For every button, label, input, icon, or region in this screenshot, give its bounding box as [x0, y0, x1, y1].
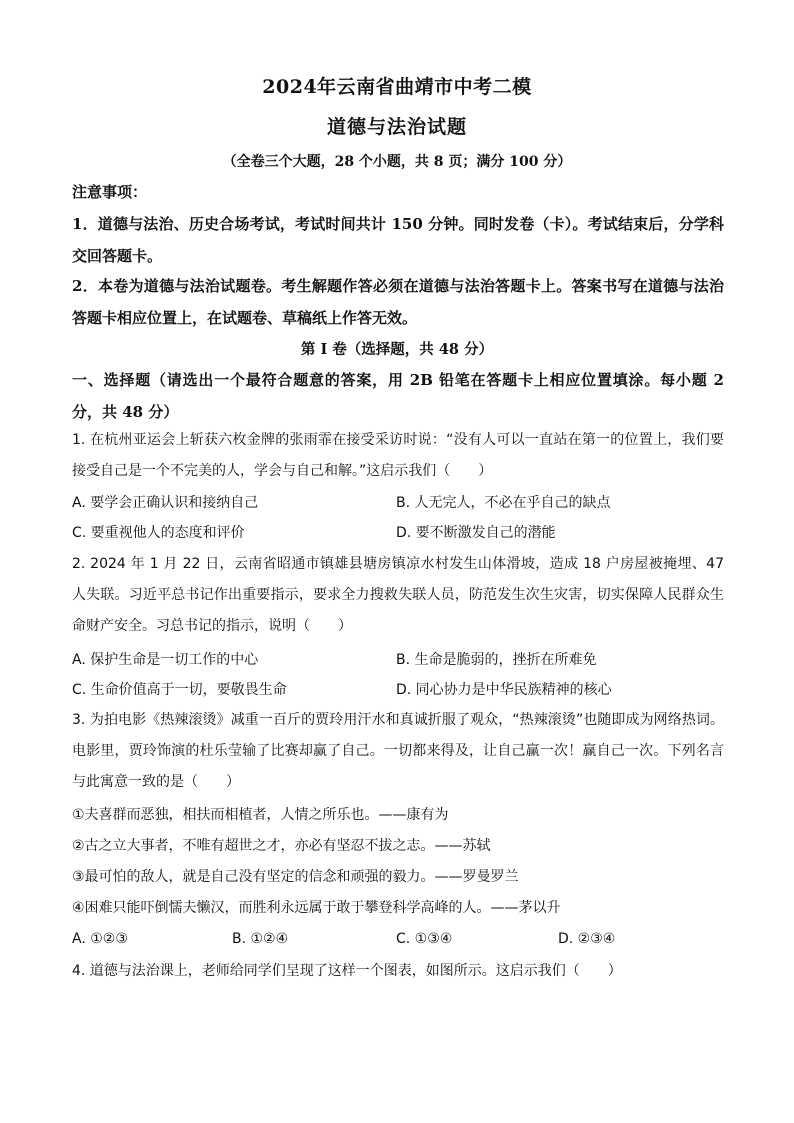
- statement-4: ④困难只能吓倒懦夫懒汉，而胜利永远属于敢于攀登科学高峰的人。——茅以升: [72, 900, 561, 916]
- question-3-stem: 3. 为拍电影《热辣滚烫》减重一百斤的贾玲用汗水和真诚折服了观众，“热辣滚烫”也随即成为网络热词。电影里，贾玲饰演的杜乐莹输了比赛却赢了自己。一切都来得及，让自己赢一次！赢自己一次。下列名言与此寓意一致的是（ ）: [72, 712, 724, 790]
- question-1-options-row-1: [72, 488, 724, 519]
- note-item-1: 1．道德与法治、历史合场考试，考试时间共计 150 分钟。同时发卷（卡）。考试结束后，分学科交回答题卡。: [72, 215, 724, 265]
- option-d: D. ②③④: [558, 931, 616, 947]
- option-c: C. 生命价值高于一切，要敬畏生命: [72, 682, 287, 698]
- statement-2: ②古之立大事者，不唯有超世之才，亦必有坚忍不拔之志。——苏轼: [72, 838, 491, 854]
- exam-subject: 道德与法治试题: [326, 116, 467, 138]
- question-4-stem: 4. 道德与法治课上，老师给同学们呈现了这样一个图表，如图所示。这启示我们（ ）: [72, 963, 622, 979]
- option-b: B. 生命是脆弱的，挫折在所难免: [396, 652, 597, 668]
- option-b: B. ①②④: [232, 931, 289, 947]
- statement-3: ③最可怕的敌人，就是自己没有坚定的信念和顽强的毅力。——罗曼罗兰: [72, 869, 519, 885]
- option-c: C. 要重视他人的态度和评价: [72, 525, 245, 541]
- option-d: D. 同心协力是中华民族精神的核心: [396, 682, 612, 698]
- option-c: C. ①③④: [396, 931, 453, 947]
- question-2-options-row-1: [72, 645, 724, 676]
- option-a: A. ①②③: [72, 931, 128, 947]
- option-b: B. 人无完人，不必在乎自己的缺点: [396, 495, 611, 511]
- exam-title: 2024年云南省曲靖市中考二模: [262, 76, 532, 98]
- note-item-2: 2．本卷为道德与法治试题卷。考生解题作答必须在道德与法治答题卡上。答案书写在道德与法治答题卡相应位置上，在试题卷、草稿纸上作答无效。: [72, 277, 724, 327]
- question-2-stem: 2. 2024 年 1 月 22 日，云南省昭通市镇雄县塘房镇凉水村发生山体滑坡，造成 18 户房屋被掩埋、47 人失联。习近平总书记作出重要指示，要求全力搜救失联人员，防范发生次生灾害，切实保障人民群众生命财产安全。习总书记的指示，说明（ ）: [72, 556, 724, 634]
- exam-info: （全卷三个大题，28 个小题，共 8 页；满分 100 分）: [222, 154, 572, 170]
- question-1-options-row-2: [72, 518, 724, 549]
- question-3-options-row: [72, 924, 724, 955]
- statement-1: ①夫喜群而恶独，相扶而相植者，人情之所乐也。——康有为: [72, 807, 449, 823]
- option-a: A. 保护生命是一切工作的中心: [72, 652, 259, 668]
- notes-heading: 注意事项：: [72, 183, 148, 201]
- question-1-stem: 1. 在杭州亚运会上斩获六枚金牌的张雨霏在接受采访时说：“没有人可以一直站在第一的位置上，我们要接受自己是一个不完美的人，学会与自己和解。”这启示我们（ ）: [72, 432, 724, 479]
- option-a: A. 要学会正确认识和接纳自己: [72, 495, 259, 511]
- question-2-options-row-2: [72, 675, 724, 706]
- part1-heading: 第 I 卷（选择题，共 48 分）: [300, 341, 494, 358]
- section-title: 一、选择题（请选出一个最符合题意的答案，用 2B 铅笔在答题卡上相应位置填涂。每小题 2 分，共 48 分）: [72, 371, 724, 421]
- option-d: D. 要不断激发自己的潜能: [396, 525, 556, 541]
